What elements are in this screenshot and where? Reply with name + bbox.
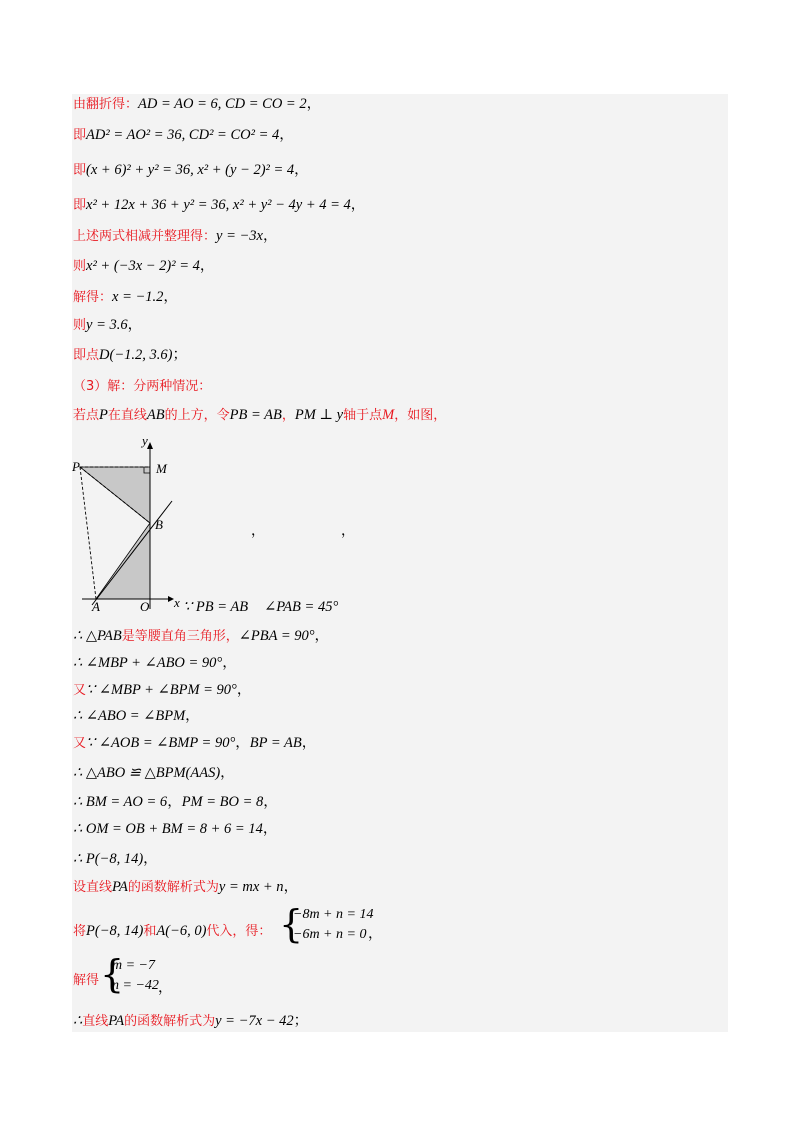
math: AD² = AO² = 36, CD² = CO² = 4: [86, 127, 280, 143]
line-8: [73, 316, 142, 335]
text: 的函数解析式为: [127, 880, 219, 895]
punct: ，: [163, 289, 178, 305]
label-y: y: [142, 433, 148, 448]
figure-comma-2: ，: [341, 524, 355, 539]
text: 设直线: [73, 880, 113, 895]
math: ∴ △PAB: [73, 628, 122, 644]
label-o: O: [140, 599, 150, 614]
text: 是等腰直角三角形，: [121, 629, 239, 644]
math: ∵ PB = AB: [183, 599, 249, 615]
math: (x + 6)² + y² = 36, x² + (y − 2)² = 4: [86, 162, 295, 178]
line-4: [73, 196, 365, 215]
figure-svg: [72, 433, 182, 614]
math: x² + (−3x − 2)² = 4: [86, 258, 200, 274]
line-5: [73, 227, 277, 246]
line-15: [73, 681, 251, 700]
line-1: [73, 95, 321, 114]
line-11: [73, 406, 446, 425]
punct: ，: [368, 926, 383, 942]
math: ∴ ∠ABO = ∠BPM: [73, 708, 186, 724]
math: P(−8, 14): [86, 923, 144, 939]
punct: ，: [236, 682, 252, 698]
line-18: [73, 764, 235, 783]
text: 即: [73, 163, 87, 178]
line-14: [73, 654, 237, 673]
y-axis-arrow: [147, 442, 153, 449]
equation: n = −42: [112, 978, 159, 993]
math: ∵ ∠MBP + ∠BPM = 90°: [86, 682, 237, 698]
label-a: A: [92, 599, 100, 614]
math: AD = AO = 6, CD = CO = 2: [138, 96, 307, 112]
math: PB = AB: [229, 407, 282, 423]
punct: ，: [294, 162, 309, 178]
equation: −8m + n = 14: [293, 907, 374, 922]
text: 则: [73, 318, 87, 333]
line-10: [73, 378, 211, 396]
geometry-figure: [72, 433, 182, 614]
triangle-abo: [96, 523, 150, 599]
punct: ，: [301, 735, 317, 751]
text: 则: [73, 259, 87, 274]
punct: ，: [235, 735, 250, 751]
math: AB: [146, 407, 165, 423]
punct: ，: [263, 794, 278, 810]
math: ∴ P(−8, 14): [73, 851, 144, 867]
label-m: M: [156, 461, 167, 476]
math: y = mx + n: [218, 879, 284, 895]
math: PA: [108, 1013, 125, 1029]
math: A(−6, 0): [156, 923, 207, 939]
text: 由翻折得：: [73, 97, 139, 112]
line-17: [73, 734, 316, 753]
math: ∠PAB = 45°: [264, 599, 339, 615]
math: P: [99, 407, 108, 423]
punct: ，: [199, 258, 215, 274]
math: ∴ △ABO ≌ △BPM(AAS): [73, 765, 221, 781]
equation: m = −7: [112, 958, 156, 973]
punct: ，: [127, 317, 143, 333]
punct: ；: [172, 347, 187, 363]
line-6: [73, 257, 214, 276]
math: M: [382, 407, 395, 423]
math: ∴: [73, 1013, 83, 1029]
math: PM ⊥ y: [294, 407, 344, 423]
text: 即: [73, 128, 87, 143]
line-9: [73, 346, 187, 365]
math: x² + 12x + 36 + y² = 36, x² + y² − 4y + 4 = 4: [86, 197, 351, 213]
label-x: x: [174, 595, 180, 610]
text: 将: [73, 924, 87, 939]
line-24: [73, 972, 99, 990]
punct: ，: [306, 96, 322, 112]
punct: ，: [314, 628, 330, 644]
punct: ，: [350, 197, 366, 213]
line-7: [73, 288, 178, 307]
punct: ；: [293, 1013, 309, 1029]
line-3: [73, 161, 309, 180]
math: x = −1.2: [112, 289, 164, 305]
punct: ，: [185, 708, 200, 724]
line-22: [73, 878, 298, 897]
math: ∵ ∠AOB = ∠BMP = 90°: [86, 735, 236, 751]
punct: ，: [283, 879, 299, 895]
label-p: P: [72, 459, 80, 474]
brace-system-1: {: [279, 902, 304, 946]
text: 轴于点: [343, 408, 383, 423]
math: ∴ BM = AO = 6: [73, 794, 168, 810]
punct: ，: [167, 794, 182, 810]
punct: ，: [143, 851, 158, 867]
text: 解得: [73, 973, 100, 988]
dashed-pa: [80, 467, 96, 599]
equation-system-2: [112, 956, 159, 996]
text: 直线: [82, 1014, 109, 1029]
equation-system-1: [293, 905, 373, 945]
text: 又: [73, 736, 87, 751]
text: 又: [73, 683, 87, 698]
math: y = −7x − 42: [215, 1013, 294, 1029]
figure-comma-1: ，: [251, 524, 265, 539]
text: 上述两式相减并整理得：: [73, 229, 217, 244]
text: 若点: [73, 408, 100, 423]
line-19: [73, 793, 278, 812]
line-13: [73, 627, 329, 646]
math: ∴ OM = OB + BM = 8 + 6 = 14: [73, 821, 263, 837]
line-16: [73, 707, 200, 726]
text: 代入，得：: [206, 924, 272, 939]
punct: ，: [262, 228, 278, 244]
line-21: [73, 850, 158, 869]
text: 解得：: [73, 290, 113, 305]
text: 和: [143, 924, 157, 939]
section-heading: （3）解：分两种情况：: [73, 379, 212, 394]
math: y = 3.6: [86, 317, 128, 333]
punct: ，: [279, 127, 294, 143]
brace-system-2: {: [100, 952, 125, 996]
line-2: [73, 126, 294, 145]
text: 在直线: [107, 408, 147, 423]
line-25: [73, 1012, 308, 1031]
text: 的上方，令: [164, 408, 230, 423]
equation: −6m + n = 0: [293, 927, 367, 942]
punct: ，: [158, 980, 173, 996]
math: PA: [112, 879, 128, 895]
line-20: [73, 820, 277, 839]
math: ∠PBA = 90°: [238, 628, 315, 644]
text: ，如图，: [394, 408, 447, 423]
math: BP = AB: [249, 735, 302, 751]
text: ，: [281, 408, 295, 423]
line-23: [73, 922, 271, 941]
math: ∴ ∠MBP + ∠ABO = 90°: [73, 655, 223, 671]
text: 即: [73, 198, 87, 213]
line-12: [183, 598, 338, 617]
punct: ，: [262, 821, 278, 837]
math: D(−1.2, 3.6): [99, 347, 173, 363]
punct: ，: [220, 765, 235, 781]
punct: ，: [222, 655, 237, 671]
label-b: B: [155, 517, 163, 532]
math: PM = BO = 8: [181, 794, 264, 810]
math: y = −3x: [216, 228, 263, 244]
text: 即点: [73, 348, 100, 363]
text: 的函数解析式为: [124, 1014, 216, 1029]
